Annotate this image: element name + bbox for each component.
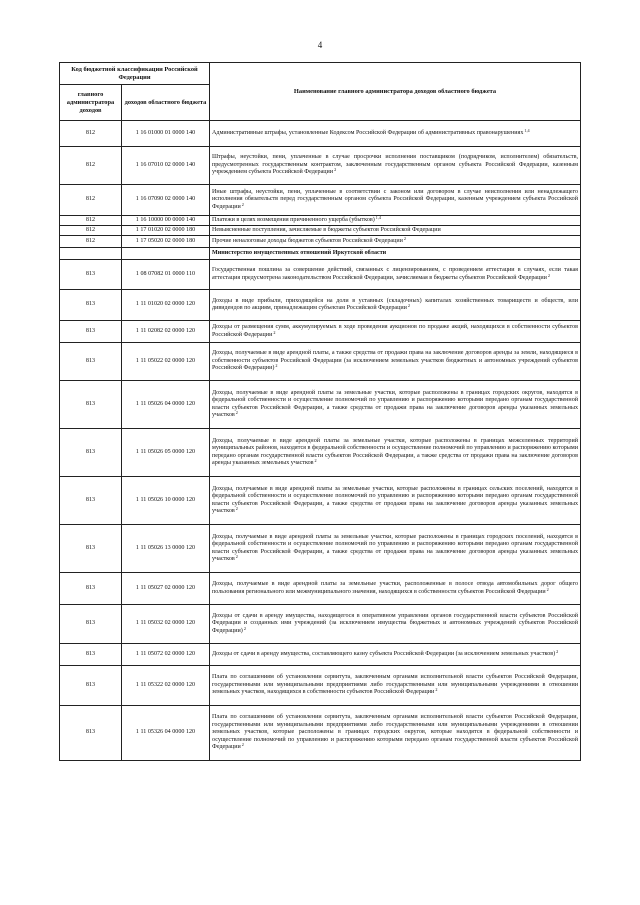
- revenue-name-cell: [210, 343, 581, 381]
- revenue-name-cell: [210, 185, 581, 216]
- revenue-code-cell: 1 16 07090 02 0000 140: [122, 185, 210, 216]
- revenue-code-cell: 1 11 02082 02 0000 120: [122, 321, 210, 343]
- revenue-name-text: Иные штрафы, неустойки, пени, уплаченные в соответствии с законом или договором в случае неисполнения или ненадлежащего исполнения обязательств перед государственным органом субъекта Российской Федерации, казенным учреждением субъекта Российской Федерации: [212, 188, 578, 210]
- revenue-table: [59, 62, 581, 761]
- table-row: [60, 290, 581, 321]
- footnote-marker: 2: [546, 586, 549, 592]
- revenue-code-cell: 1 11 05022 02 0000 120: [122, 343, 210, 381]
- revenue-name-cell: [210, 525, 581, 573]
- revenue-name-text: Невыясненные поступления, зачисляемые в бюджеты субъектов Российской Федерации: [212, 226, 441, 233]
- revenue-name-text: Доходы от сдачи в аренду имущества, составляющего казну субъекта Российской Федерации (за исключением земельных участков): [212, 650, 556, 657]
- revenue-name-cell: [210, 706, 581, 761]
- footnote-marker: 2: [235, 553, 238, 559]
- revenue-name-cell: [210, 429, 581, 477]
- header-classification-code: Код бюджетной классификации Российской Федерации: [60, 63, 210, 85]
- admin-code-cell: 813: [60, 644, 122, 666]
- revenue-code-cell: 1 17 05020 02 0000 180: [122, 236, 210, 248]
- revenue-name-cell: [210, 216, 581, 226]
- footnote-marker: 2: [235, 409, 238, 415]
- table-row: [60, 226, 581, 236]
- revenue-name-text: Министерство имущественных отношений Иркутской области: [212, 249, 387, 256]
- table-row: [60, 706, 581, 761]
- footnote-marker: 2: [273, 329, 276, 335]
- revenue-code-cell: 1 08 07082 01 0000 110: [122, 260, 210, 290]
- footnote-marker: 2: [314, 457, 317, 463]
- revenue-name-cell: [210, 290, 581, 321]
- revenue-name-text: Штрафы, неустойки, пени, уплаченные в случае просрочки исполнения поставщиком (подрядчиком, исполнителем) обязательств, предусмотренных государственным контрактом, заключенным государственным органом субъекта Российской Федерации, казенным учреждением субъекта Российской Федерации: [212, 154, 578, 176]
- revenue-code-cell: 1 11 05027 02 0000 120: [122, 573, 210, 605]
- revenue-name-cell: [210, 147, 581, 185]
- table-row: [60, 260, 581, 290]
- revenue-name-text: Доходы, получаемые в виде арендной платы за земельные участки, которые расположены в границах межселенных территорий муниципальных районов, находятся в федеральной собственности и осуществление полномочий по управлению и распоряжению которыми передано органам государственной власти субъектов Российской Федерации, а также средства от продажи права на заключение договоров аренды указанных земельных участков: [212, 437, 578, 466]
- revenue-code-cell: 1 16 07010 02 0000 140: [122, 147, 210, 185]
- revenue-name-cell: [210, 605, 581, 644]
- footnote-marker: 2: [275, 363, 278, 369]
- section-title: [210, 248, 581, 260]
- revenue-name-text: Доходы, получаемые в виде арендной платы за земельные участки, которые расположены в границах городских округов, находятся в федеральной собственности и осуществление полномочий по управлению и распоряжению которыми передано органам государственной власти субъектов Российской Федерации, а также средства от продажи права на заключение договоров аренды указанных земельных участков: [212, 389, 578, 418]
- admin-code-cell: 813: [60, 605, 122, 644]
- table-row: [60, 381, 581, 429]
- footnote-marker: 2: [235, 505, 238, 511]
- revenue-name-cell: [210, 236, 581, 248]
- table-row: [60, 236, 581, 248]
- footnote-marker: 1,4: [375, 214, 382, 220]
- revenue-name-cell: [210, 260, 581, 290]
- table-row: [60, 185, 581, 216]
- footnote-marker: 2: [556, 648, 559, 654]
- admin-code-cell: 813: [60, 321, 122, 343]
- admin-code-cell: 813: [60, 666, 122, 706]
- footnote-marker: 2: [241, 201, 244, 207]
- header-administrator-name: Наименование главного администратора доходов областного бюджета: [210, 63, 581, 121]
- revenue-code-cell: 1 11 05326 04 0000 120: [122, 706, 210, 761]
- revenue-name-cell: [210, 321, 581, 343]
- footnote-marker: 2: [403, 235, 406, 241]
- revenue-name-text: Государственная пошлина за совершение действий, связанных с лицензированием, с проведением аттестации в случаях, если такая аттестация предусмотрена законодательством Российской Федерации, зачисляемая в бюджеты субъектов Российской Федерации: [212, 267, 578, 281]
- revenue-name-cell: [210, 226, 581, 236]
- table-row: [60, 644, 581, 666]
- revenue-name-text: Административные штрафы, установленные Кодексом Российской Федерации об административных правонарушениях: [212, 129, 524, 136]
- revenue-name-text: Платежи в целях возмещения причиненного ущерба (убытков): [212, 216, 375, 223]
- admin-code-cell: 812: [60, 226, 122, 236]
- revenue-name-cell: [210, 644, 581, 666]
- footnote-marker: 2: [241, 742, 244, 748]
- revenue-code-cell: 1 16 10000 00 0000 140: [122, 216, 210, 226]
- revenue-name-text: Доходы, получаемые в виде арендной платы за земельные участки, расположенные в полосе отвода автомобильных дорог общего пользования регионального или межмуниципального значения, находящихся в собственности субъектов Российской Федерации: [212, 581, 578, 595]
- revenue-code-cell: 1 11 05026 13 0000 120: [122, 525, 210, 573]
- revenue-name-text: Доходы от размещения сумм, аккумулируемых в ходе проведения аукционов по продаже акций, находящихся в собственности субъектов Российской Федерации: [212, 324, 578, 338]
- table-row: [60, 343, 581, 381]
- table-row: [60, 121, 581, 147]
- table-body: [60, 121, 581, 761]
- admin-code-cell: 813: [60, 525, 122, 573]
- table-row: [60, 525, 581, 573]
- table-row: [60, 147, 581, 185]
- revenue-code-cell: 1 11 05032 02 0000 120: [122, 605, 210, 644]
- revenue-code-cell: 1 17 01020 02 0000 180: [122, 226, 210, 236]
- section-header-row: [60, 248, 581, 260]
- revenue-code-cell: 1 11 05026 04 0000 120: [122, 381, 210, 429]
- table-row: [60, 605, 581, 644]
- admin-code-cell: 812: [60, 236, 122, 248]
- header-revenue-code: доходов областного бюджета: [122, 85, 210, 121]
- revenue-name-cell: [210, 477, 581, 525]
- revenue-code-cell: 1 16 01000 01 0000 140: [122, 121, 210, 147]
- table-row: [60, 321, 581, 343]
- footnote-marker: 1,4: [524, 127, 530, 133]
- admin-code-cell: 812: [60, 216, 122, 226]
- admin-code-cell: 813: [60, 706, 122, 761]
- admin-code-cell: 812: [60, 121, 122, 147]
- admin-code-cell: 813: [60, 573, 122, 605]
- revenue-name-cell: [210, 666, 581, 706]
- revenue-name-text: Прочие неналоговые доходы бюджетов субъектов Российской Федерации: [212, 237, 403, 244]
- footnote-marker: 2: [407, 303, 410, 308]
- admin-code-cell: 813: [60, 260, 122, 290]
- revenue-name-text: Доходы от сдачи в аренду имущества, находящегося в оперативном управлении органов государственной власти субъектов Российской Федерации и созданных ими учреждений (за исключением имущества бюджетных и автономных учреждений субъектов Российской Федерации): [212, 612, 578, 634]
- footnote-marker: 2: [334, 167, 337, 173]
- revenue-code-cell: 1 11 05072 02 0000 120: [122, 644, 210, 666]
- revenue-name-text: Доходы, получаемые в виде арендной платы за земельные участки, которые расположены в границах городских поселений, находятся в федеральной собственности и осуществление полномочий по управлению и распоряжению которыми передано органам государственной власти субъектов Российской Федерации, а также средства от продажи права на заключение договоров аренды указанных земельных участков: [212, 533, 578, 562]
- admin-code-cell: 813: [60, 343, 122, 381]
- admin-code-cell: 813: [60, 381, 122, 429]
- revenue-name-cell: [210, 121, 581, 147]
- revenue-name-cell: [210, 573, 581, 605]
- header-admin-code: главного администратора доходов: [60, 85, 122, 121]
- revenue-code-cell: [122, 248, 210, 260]
- revenue-code-cell: 1 11 05322 02 0000 120: [122, 666, 210, 706]
- revenue-name-text: Плата по соглашениям об установлении сервитута, заключенным органами исполнительной власти субъектов Российской Федерации, государственными или муниципальными предприятиями либо государственными или муниципальными учреждениями в отношении земельных участков, которые расположены в границах городских округов, которые находятся в федеральной собственности и осуществление полномочий по управлению и распоряжению которыми передано органам государственной власти субъектов Российской Федерации: [212, 714, 578, 751]
- table-row: [60, 666, 581, 706]
- table-row: [60, 216, 581, 226]
- footnote-marker: 2: [435, 687, 438, 693]
- footnote-marker: 2: [243, 625, 246, 631]
- admin-code-cell: 812: [60, 185, 122, 216]
- table-row: [60, 477, 581, 525]
- admin-code-cell: 813: [60, 290, 122, 321]
- revenue-name-text: Доходы в виде прибыли, приходящейся на доли в уставных (складочных) капиталах хозяйственных товариществ и обществ, или дивидендов по акциям, принадлежащим субъектам Российской Федерации: [212, 297, 578, 311]
- revenue-name-text: Доходы, получаемые в виде арендной платы за земельные участки, которые расположены в границах сельских поселений, находятся в федеральной собственности и осуществление полномочий по управлению и распоряжению которыми передано органам государственной власти субъектов Российской Федерации, а также средства от продажи права на заключение договоров аренды указанных земельных участков: [212, 485, 578, 514]
- table-row: [60, 429, 581, 477]
- page-number: 4: [317, 40, 323, 50]
- footnote-marker: 2: [547, 272, 550, 278]
- revenue-code-cell: 1 11 05026 10 0000 120: [122, 477, 210, 525]
- table-row: [60, 573, 581, 605]
- admin-code-cell: 813: [60, 429, 122, 477]
- revenue-name-text: Плата по соглашениям об установлении сервитута, заключенным органами исполнительной власти субъектов Российской Федерации, государственными или муниципальными предприятиями либо государственными или муниципальными учреждениями в отношении земельных участков, находящихся в собственности субъектов Российской Федерации: [212, 674, 578, 696]
- admin-code-cell: 813: [60, 477, 122, 525]
- revenue-code-cell: 1 11 01020 02 0000 120: [122, 290, 210, 321]
- revenue-name-cell: [210, 381, 581, 429]
- revenue-code-cell: 1 11 05026 05 0000 120: [122, 429, 210, 477]
- admin-code-cell: [60, 248, 122, 260]
- revenue-name-text: Доходы, получаемые в виде арендной платы, а также средства от продажи права на заключение договоров аренды за земли, находящиеся в собственности субъектов Российской Федерации (за исключением земельных участков бюджетных и автономных учреждений субъектов Российской Федерации): [212, 350, 578, 372]
- admin-code-cell: 812: [60, 147, 122, 185]
